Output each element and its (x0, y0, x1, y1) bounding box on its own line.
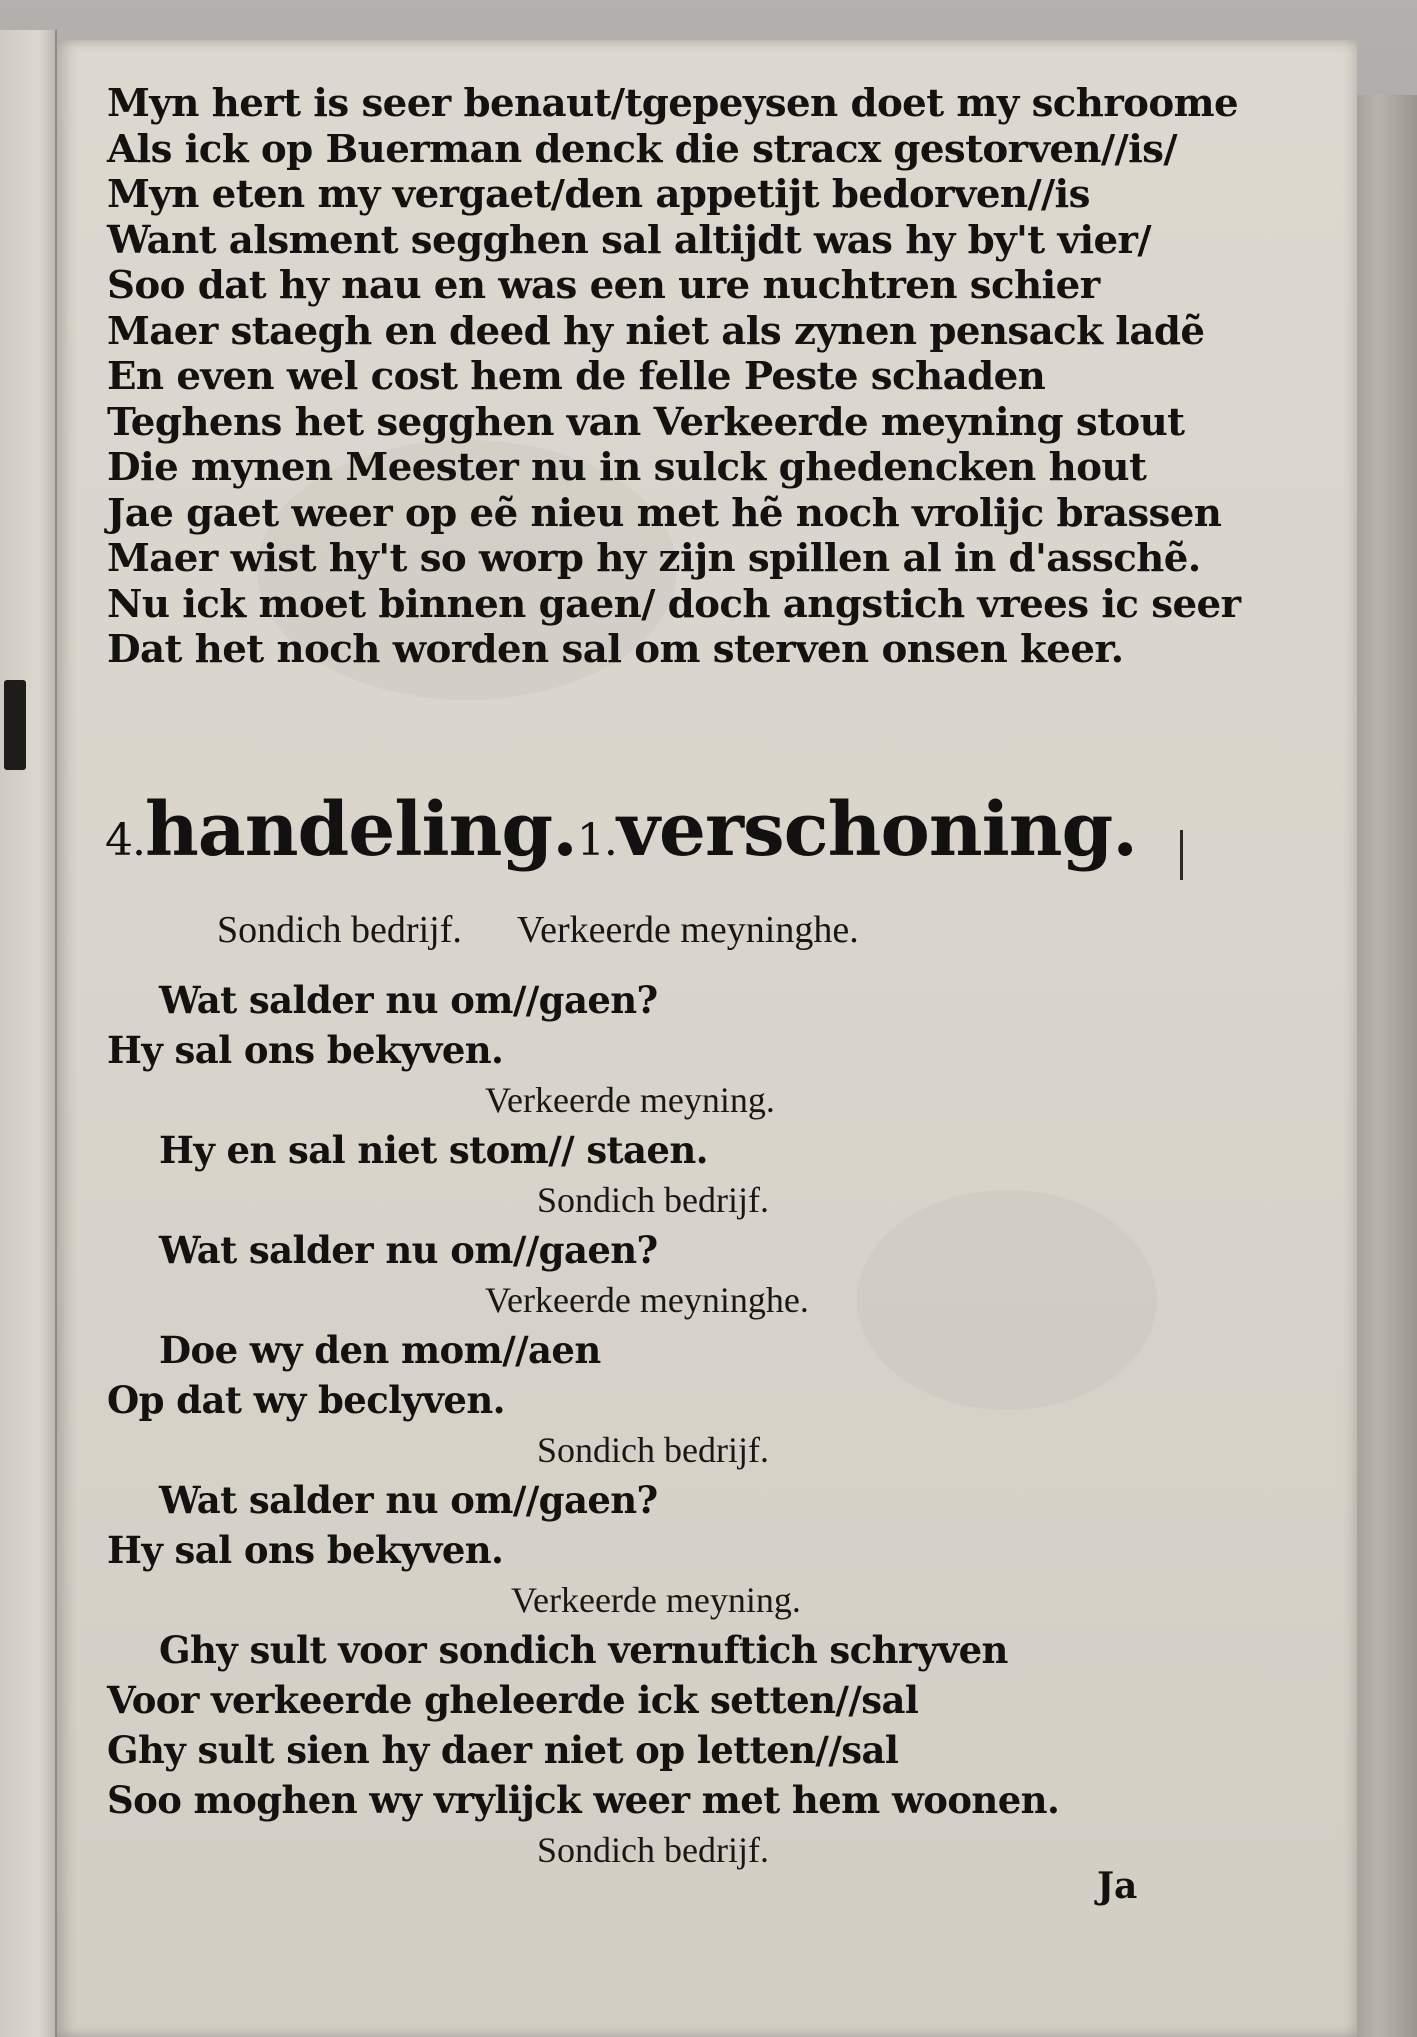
speaker-name: Sondich bedrijf. (217, 909, 462, 951)
heading-text: handeling. (144, 787, 577, 873)
heading-subtext: verschoning. (616, 787, 1138, 873)
dialogue-line: Op dat wy beclyven. (107, 1378, 505, 1422)
speaker-label: Verkeerde meyninghe. (485, 1280, 809, 1320)
speaker-name: Verkeerde meyninghe. (516, 909, 859, 951)
verse-line: En even wel cost hem de felle Peste schaden (107, 353, 1046, 398)
verse-line: Jae gaet weer op eẽ nieu met hẽ noch vrolijc brassen (107, 489, 1222, 535)
dialogue-line: Wat salder nu om//gaen? (159, 978, 658, 1022)
heading-subnumber: 1. (576, 815, 617, 866)
book-page-edges (1352, 95, 1417, 2037)
speaker-label: Sondich bedrijf. (537, 1180, 769, 1220)
dialogue-line: Wat salder nu om//gaen? (159, 1478, 658, 1522)
dialogue-line: Ghy sult sien hy daer niet op letten//sal (107, 1728, 899, 1772)
dialogue-line: Hy sal ons bekyven. (107, 1028, 504, 1072)
dialogue-line: Ghy sult voor sondich vernuftich schryven (159, 1628, 1008, 1672)
facing-page (0, 30, 57, 2037)
verse-line: Als ick op Buerman denck die stracx gestorven//is/ (107, 125, 1177, 171)
dialogue-line: Hy sal ons bekyven. (107, 1528, 504, 1572)
verse-line: Teghens het segghen van Verkeerde meyning stout (107, 398, 1185, 444)
dialogue-line: Doe wy den mom//aen (159, 1328, 601, 1372)
verse-line: Dat het noch worden sal om sterven onsen keer. (107, 626, 1124, 671)
speaker-label: Verkeerde meyning. (485, 1080, 775, 1120)
verse-line: Myn hert is seer benaut/tgepeysen doet my schroome (107, 80, 1239, 125)
verse-line: Die mynen Meester nu in sulck ghedencken hout (107, 444, 1147, 489)
verse-block (107, 80, 1287, 672)
verse-line: Maer staegh en deed hy niet als zynen pensack ladẽ (107, 307, 1205, 353)
catchword: Ja (1097, 1865, 1138, 1907)
section-heading (105, 785, 1137, 886)
verse-line: Myn eten my vergaet/den appetijt bedorven//is (107, 171, 1090, 216)
dialogue-block (107, 975, 1287, 1875)
dialogue-line: Hy en sal niet stom// staen. (159, 1128, 708, 1172)
dialogue-line: Voor verkeerde gheleerde ick setten//sal (107, 1678, 919, 1722)
verse-line: Soo dat hy nau en was een ure nuchtren schier (107, 262, 1100, 307)
verse-line: Nu ick moet binnen gaen/ doch angstich vrees ic seer (107, 580, 1241, 626)
heading-number: 4. (105, 815, 145, 866)
verse-line: Maer wist hy't so worp hy zijn spillen al in d'asschẽ. (107, 535, 1201, 580)
speaker-names (217, 908, 859, 952)
speaker-label: Sondich bedrijf. (537, 1830, 769, 1870)
verse-line: Want alsment segghen sal altijdt was hy by't vier/ (107, 216, 1151, 262)
heading-rule (1180, 830, 1183, 880)
speaker-label: Sondich bedrijf. (537, 1430, 769, 1470)
book-page (57, 40, 1357, 2037)
dialogue-line: Wat salder nu om//gaen? (159, 1228, 658, 1272)
facing-page-ink-mark (4, 680, 26, 770)
dialogue-line: Soo moghen wy vrylijck weer met hem woonen. (107, 1778, 1060, 1822)
speaker-label: Verkeerde meyning. (511, 1580, 801, 1620)
